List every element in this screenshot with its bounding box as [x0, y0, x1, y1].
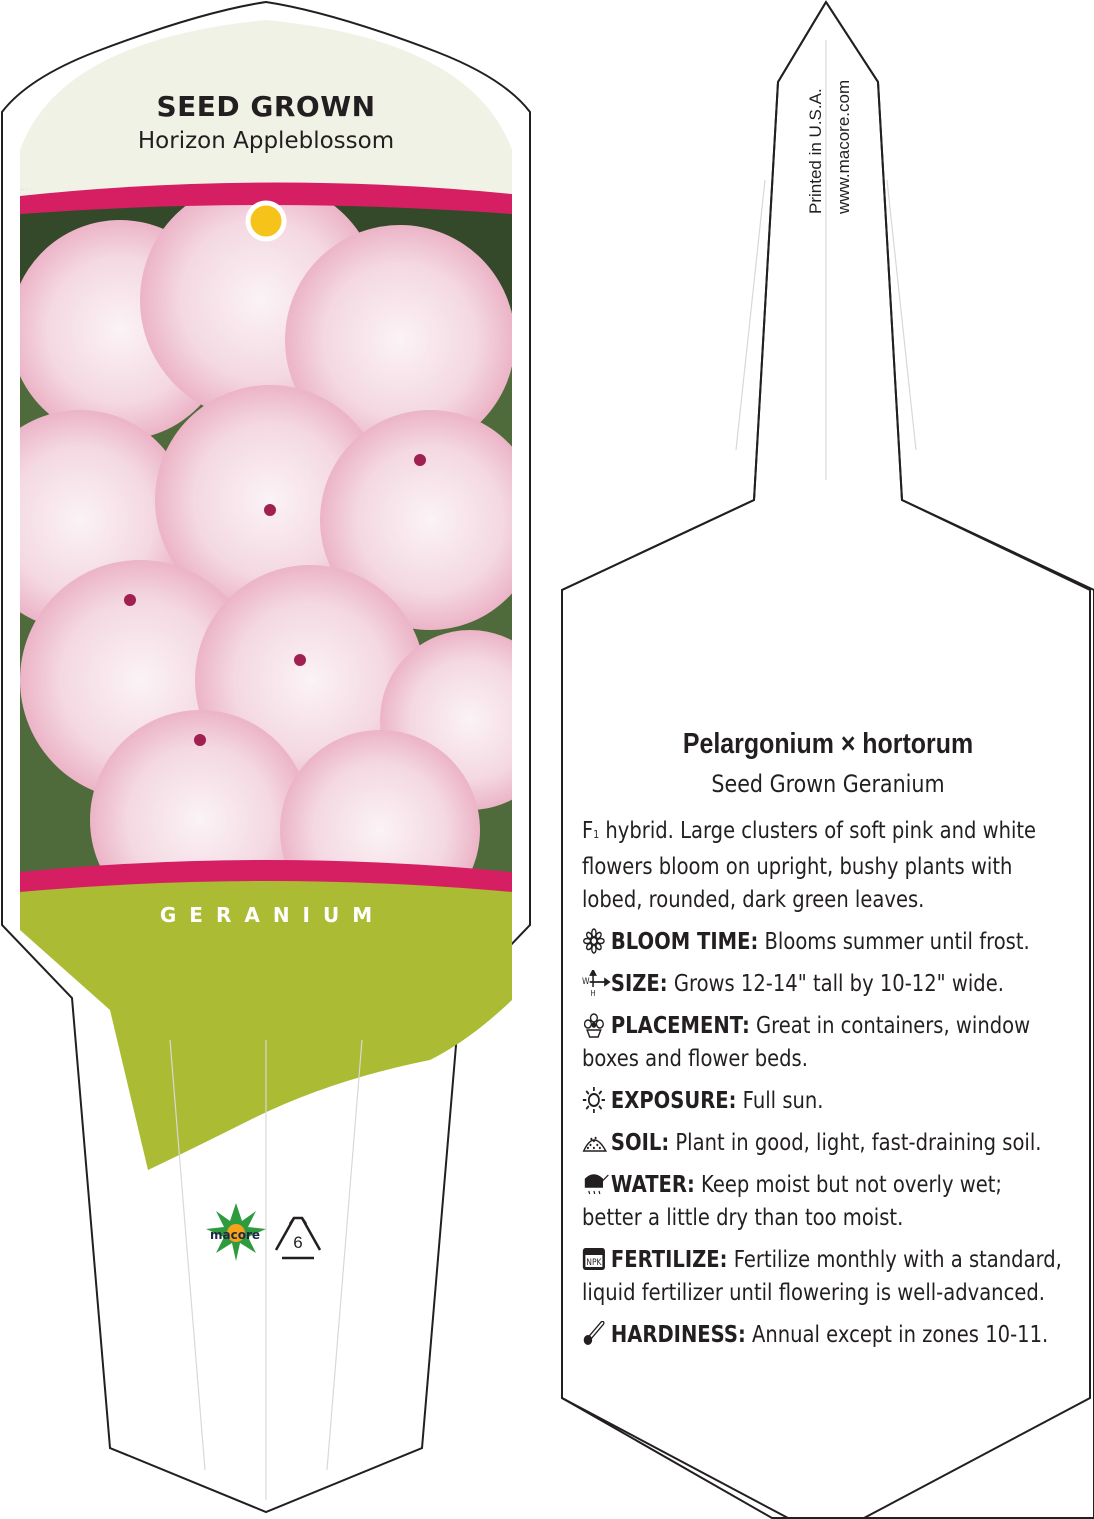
common-name: Seed Grown Geranium	[711, 770, 945, 798]
description-text: hybrid. Large clusters of soft pink and white flowers bloom on upright, bushy plants with lobed, rounded, dark green leaves.	[582, 818, 1037, 913]
care-text: Annual except in zones 10-11.	[745, 1322, 1049, 1348]
care-label: SOIL:	[610, 1130, 670, 1156]
care-label: PLACEMENT:	[610, 1013, 750, 1039]
description-subscript: 1	[593, 828, 600, 841]
variety-name: Horizon Appleblossom	[137, 128, 395, 154]
thermometer-icon	[582, 1321, 611, 1347]
care-label: BLOOM TIME:	[610, 929, 759, 955]
svg-text:H: H	[590, 988, 596, 996]
care-label: EXPOSURE:	[610, 1088, 737, 1114]
care-text: Plant in good, light, fast-draining soil.	[669, 1130, 1042, 1156]
svg-text:W: W	[582, 975, 590, 987]
care-fertilize	[582, 1244, 1062, 1310]
care-label: WATER:	[610, 1172, 695, 1198]
care-exposure	[582, 1085, 1062, 1118]
care-hardiness	[582, 1319, 1062, 1352]
npk-icon	[582, 1246, 611, 1272]
svg-text:NPK: NPK	[586, 1256, 602, 1268]
flower-icon	[582, 928, 611, 954]
care-water	[582, 1169, 1062, 1235]
geranium-photo	[0, 174, 540, 930]
sun-icon	[582, 1087, 611, 1113]
care-details	[582, 815, 1062, 1361]
care-text: Great in containers, window boxes and flower beds.	[582, 1013, 1031, 1072]
description-prefix: F	[582, 818, 594, 844]
care-placement	[582, 1010, 1062, 1076]
website-text: www.macore.com	[834, 79, 853, 214]
front-tag	[0, 0, 540, 1519]
printed-in-text: Printed in U.S.A.	[806, 88, 825, 214]
care-soil	[582, 1127, 1062, 1160]
placement-icon	[582, 1012, 611, 1038]
size-icon	[582, 970, 611, 996]
care-size	[582, 968, 1062, 1001]
brand-name: macore	[209, 1228, 260, 1242]
care-text: Blooms summer until frost.	[758, 929, 1030, 955]
category-label: GERANIUM	[159, 903, 386, 927]
care-bloom-time	[582, 926, 1062, 959]
latin-name: Pelargonium × hortorum	[682, 728, 974, 760]
care-text: Keep moist but not overly wet; better a little dry than too moist.	[582, 1172, 1003, 1231]
recycle-code: 6	[293, 1233, 303, 1252]
care-text: Fertilize monthly with a standard, liquid fertilizer until flowering is well-advanced.	[582, 1247, 1062, 1306]
care-label: SIZE:	[610, 971, 668, 997]
care-text: Full sun.	[736, 1088, 824, 1114]
description	[582, 815, 1062, 917]
care-text: Grows 12-14" tall by 10-12" wide.	[667, 971, 1004, 997]
watering-can-icon	[582, 1171, 611, 1197]
care-label: FERTILIZE:	[610, 1247, 728, 1273]
bloom-color-dot	[248, 203, 284, 239]
soil-icon	[582, 1129, 611, 1155]
tag-title: SEED GROWN	[156, 90, 376, 123]
care-label: HARDINESS:	[610, 1322, 746, 1348]
